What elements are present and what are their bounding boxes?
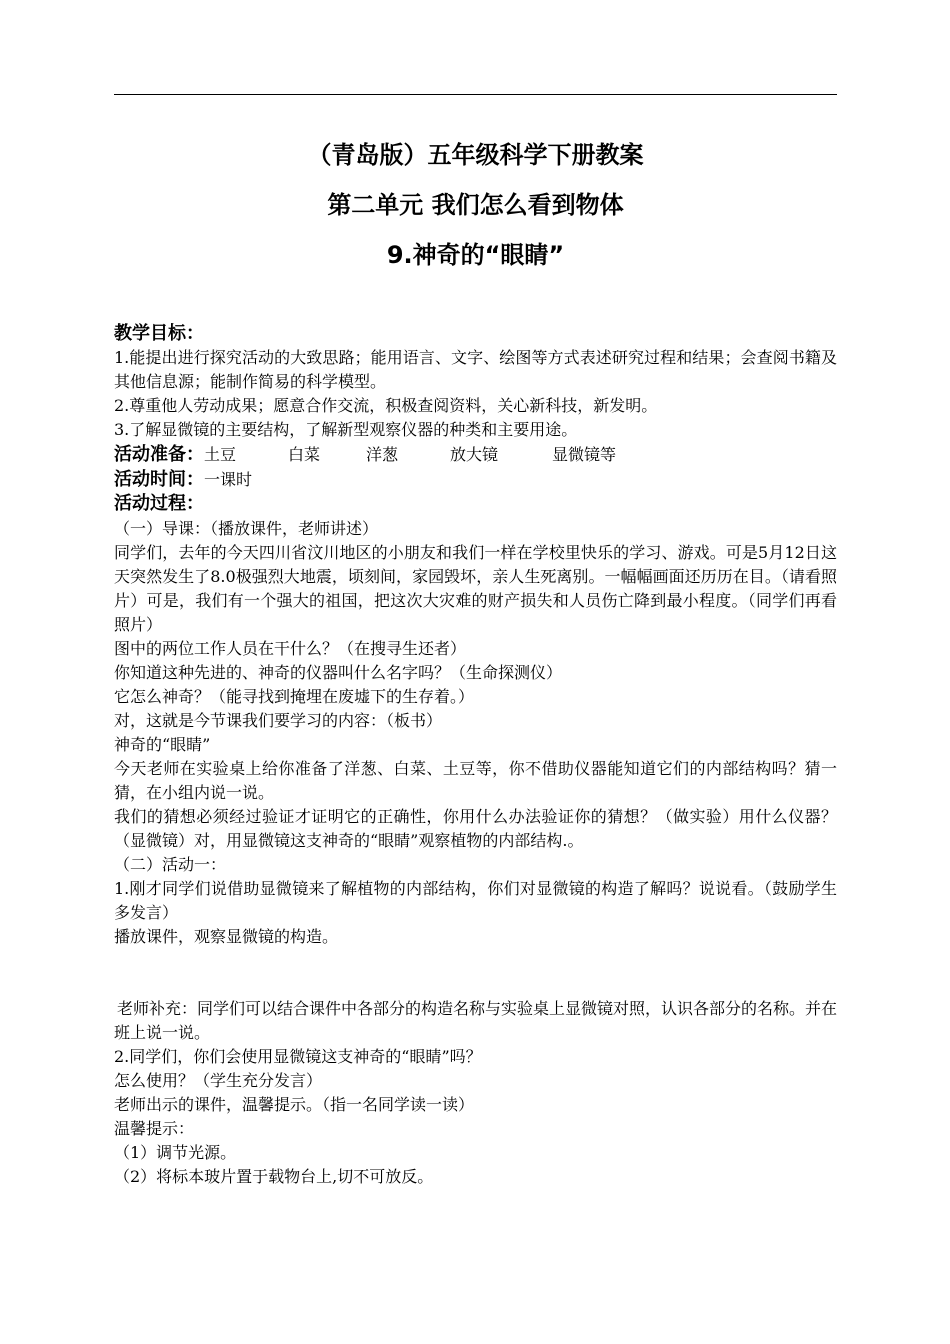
goal-item: 1.能提出进行探究活动的大致思路；能用语言、文字、绘图等方式表述研究过程和结果；会查阅书籍及其他信息源；能制作简易的科学模型。 (114, 348, 837, 391)
process-paragraph: （一）导课：（播放课件，老师讲述） (114, 519, 379, 538)
material-item: 洋葱 (366, 445, 399, 464)
process-paragraph: 我们的猜想必须经过验证才证明它的正确性，你用什么办法验证你的猜想？（做实验）用什么仪器？（显微镜）对，用显微镜这支神奇的“眼睛”观察植物的内部结构.。 (114, 807, 837, 850)
material-item: 土豆 (204, 445, 237, 464)
goal-item: 2.尊重他人劳动成果；愿意合作交流，积极查阅资料，关心新科技，新发明。 (114, 396, 658, 415)
prep-row (114, 442, 837, 467)
figure-gap (114, 949, 837, 997)
process-paragraph: （二）活动一： (114, 855, 227, 874)
process-paragraph: 播放课件，观察显微镜的构造。 (114, 927, 339, 946)
document-title: （青岛版）五年级科学下册教案 (307, 141, 644, 169)
title-block (114, 130, 837, 280)
lesson-title: 9.神奇的“眼睛” (386, 241, 565, 269)
process-heading: 活动过程： (114, 493, 204, 514)
goal-item: 3.了解显微镜的主要结构，了解新型观察仪器的种类和主要用途。 (114, 420, 578, 439)
header-rule (114, 94, 837, 95)
process-paragraph: 图中的两位工作人员在干什么？（在搜寻生还者） (114, 639, 467, 658)
time-value: 一课时 (204, 470, 253, 489)
process-paragraph: 怎么使用？（学生充分发言） (114, 1071, 323, 1090)
process-paragraph: 神奇的“眼睛” (114, 735, 211, 754)
prep-heading: 活动准备： (114, 444, 204, 465)
process-paragraph: 2.同学们，你们会使用显微镜这支神奇的“眼睛”吗？ (114, 1047, 482, 1066)
process-paragraph: 它怎么神奇？（能寻找到掩埋在废墟下的生存着。） (114, 687, 475, 706)
process-paragraph: 温馨提示： (114, 1119, 195, 1138)
document-body (114, 322, 837, 1189)
unit-title: 第二单元 我们怎么看到物体 (327, 191, 624, 219)
process-paragraph: 今天老师在实验桌上给你准备了洋葱、白菜、土豆等，你不借助仪器能知道它们的内部结构吗？猜一猜，在小组内说一说。 (114, 759, 837, 802)
process-paragraph: （1）调节光源。 (114, 1143, 237, 1162)
process-row (114, 492, 837, 517)
material-item: 白菜 (288, 445, 321, 464)
process-paragraph: 1.刚才同学们说借助显微镜来了解植物的内部结构，你们对显微镜的构造了解吗？说说看。（鼓励学生多发言） (114, 879, 837, 922)
material-item: 显微镜等 (552, 445, 617, 464)
process-paragraph: 老师补充：同学们可以结合课件中各部分的构造名称与实验桌上显微镜对照，认识各部分的名称。并在班上说一说。 (114, 999, 838, 1042)
time-heading: 活动时间： (114, 469, 204, 490)
process-paragraph: （2）将标本玻片置于载物台上,切不可放反。 (114, 1167, 434, 1186)
material-item: 放大镜 (450, 445, 499, 464)
time-row (114, 467, 837, 492)
process-paragraph: 老师出示的课件，温馨提示。（指一名同学读一读） (114, 1095, 475, 1114)
process-paragraph: 对，这就是今节课我们要学习的内容：（板书） (114, 711, 443, 730)
process-paragraph: 你知道这种先进的、神奇的仪器叫什么名字吗？（生命探测仪） (114, 663, 563, 682)
process-paragraph: 同学们，去年的今天四川省汶川地区的小朋友和我们一样在学校里快乐的学习、游戏。可是5月12日这天突然发生了8.0极强烈大地震，顷刻间，家园毁坏，亲人生死离别。一幅幅画面还历历在目。（请看照片）可是，我们有一个强大的祖国，把这次大灾难的财产损失和人员伤亡降到最小程度。（同学们再看照片） (114, 543, 837, 634)
goals-heading: 教学目标： (114, 323, 204, 344)
